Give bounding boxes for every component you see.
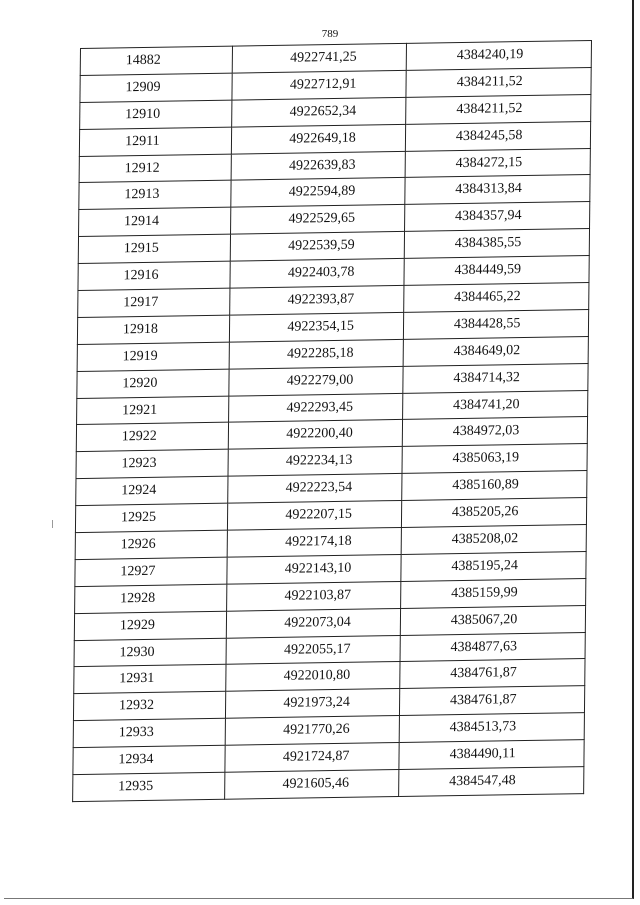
- y-coordinate-cell: 4384714,32: [403, 363, 588, 393]
- y-coordinate-cell: 4385205,26: [402, 498, 587, 528]
- point-number-cell: 12930: [74, 638, 226, 667]
- y-coordinate-cell: 4384649,02: [403, 336, 588, 366]
- point-number-cell: 12914: [79, 207, 231, 236]
- x-coordinate-cell: 4921973,24: [225, 689, 400, 719]
- y-coordinate-cell: 4384357,94: [405, 202, 590, 232]
- x-coordinate-cell: 4922010,80: [226, 662, 401, 692]
- x-coordinate-cell: 4922539,59: [230, 232, 405, 262]
- y-coordinate-cell: 4384272,15: [405, 148, 590, 178]
- x-coordinate-cell: 4922649,18: [231, 124, 406, 154]
- y-coordinate-cell: 4384547,48: [399, 767, 584, 797]
- point-number-cell: 12927: [75, 557, 227, 586]
- x-coordinate-cell: 4921605,46: [224, 770, 399, 800]
- point-number-cell: 12910: [80, 100, 232, 129]
- x-coordinate-cell: 4922403,78: [230, 259, 405, 289]
- y-coordinate-cell: 4384449,59: [404, 256, 589, 286]
- point-number-cell: 12915: [78, 234, 230, 263]
- x-coordinate-cell: 4922143,10: [227, 554, 402, 584]
- point-number-cell: 12923: [76, 450, 228, 479]
- point-number-cell: 12925: [75, 503, 227, 532]
- point-number-cell: 12924: [76, 476, 228, 505]
- y-coordinate-cell: 4384761,87: [400, 686, 585, 716]
- point-number-cell: 12934: [73, 745, 225, 774]
- x-coordinate-cell: 4922174,18: [227, 527, 402, 557]
- point-number-cell: 12911: [79, 127, 231, 156]
- point-number-cell: 12918: [77, 315, 229, 344]
- point-number-cell: 12931: [74, 665, 226, 694]
- y-coordinate-cell: 4384465,22: [404, 283, 589, 313]
- y-coordinate-cell: 4384513,73: [399, 713, 584, 743]
- margin-mark: [52, 520, 53, 528]
- x-coordinate-cell: 4922055,17: [226, 635, 401, 665]
- x-coordinate-cell: 4922234,13: [228, 447, 403, 477]
- x-coordinate-cell: 4922354,15: [229, 312, 404, 342]
- x-coordinate-cell: 4922652,34: [232, 97, 407, 127]
- point-number-cell: 12909: [80, 73, 232, 102]
- x-coordinate-cell: 4922279,00: [229, 366, 404, 396]
- y-coordinate-cell: 4384761,87: [400, 659, 585, 689]
- point-number-cell: 12913: [79, 181, 231, 210]
- point-number-cell: 12922: [76, 423, 228, 452]
- y-coordinate-cell: 4385159,99: [401, 578, 586, 608]
- x-coordinate-cell: 4922293,45: [228, 393, 403, 423]
- x-coordinate-cell: 4921724,87: [225, 743, 400, 773]
- y-coordinate-cell: 4384972,03: [403, 417, 588, 447]
- point-number-cell: 12928: [75, 584, 227, 613]
- coordinates-table: [72, 40, 592, 802]
- y-coordinate-cell: 4384211,52: [406, 67, 591, 97]
- point-number-cell: 12917: [78, 288, 230, 317]
- coordinates-table-body: [73, 40, 592, 801]
- x-coordinate-cell: 4922073,04: [226, 608, 401, 638]
- point-number-cell: 12932: [73, 692, 225, 721]
- y-coordinate-cell: 4385063,19: [402, 444, 587, 474]
- point-number-cell: 12920: [77, 369, 229, 398]
- y-coordinate-cell: 4384428,55: [404, 309, 589, 339]
- point-number-cell: 12926: [75, 530, 227, 559]
- y-coordinate-cell: 4385195,24: [401, 551, 586, 581]
- page-number: 789: [321, 28, 339, 40]
- y-coordinate-cell: 4385208,02: [401, 525, 586, 555]
- y-coordinate-cell: 4384490,11: [399, 740, 584, 770]
- x-coordinate-cell: 4922639,83: [231, 151, 406, 181]
- point-number-cell: 12912: [79, 154, 231, 183]
- y-coordinate-cell: 4384240,19: [407, 40, 592, 70]
- y-coordinate-cell: 4384245,58: [406, 121, 591, 151]
- x-coordinate-cell: 4922223,54: [228, 474, 403, 504]
- y-coordinate-cell: 4384385,55: [405, 229, 590, 259]
- y-coordinate-cell: 4385160,89: [402, 471, 587, 501]
- point-number-cell: 12919: [77, 342, 229, 371]
- x-coordinate-cell: 4922103,87: [226, 581, 401, 611]
- x-coordinate-cell: 4922393,87: [230, 285, 405, 315]
- y-coordinate-cell: 4384741,20: [403, 390, 588, 420]
- point-number-cell: 12921: [77, 396, 229, 425]
- x-coordinate-cell: 4921770,26: [225, 716, 400, 746]
- y-coordinate-cell: 4385067,20: [401, 605, 586, 635]
- x-coordinate-cell: 4922594,89: [231, 178, 406, 208]
- x-coordinate-cell: 4922741,25: [232, 43, 407, 73]
- point-number-cell: 14882: [80, 46, 232, 75]
- x-coordinate-cell: 4922529,65: [230, 205, 405, 235]
- point-number-cell: 12935: [73, 772, 225, 801]
- x-coordinate-cell: 4922712,91: [232, 70, 407, 100]
- point-number-cell: 12916: [78, 261, 230, 290]
- x-coordinate-cell: 4922207,15: [227, 501, 402, 531]
- y-coordinate-cell: 4384313,84: [405, 175, 590, 205]
- x-coordinate-cell: 4922285,18: [229, 339, 404, 369]
- y-coordinate-cell: 4384211,52: [406, 94, 591, 124]
- x-coordinate-cell: 4922200,40: [228, 420, 403, 450]
- point-number-cell: 12929: [74, 611, 226, 640]
- y-coordinate-cell: 4384877,63: [400, 632, 585, 662]
- point-number-cell: 12933: [73, 718, 225, 747]
